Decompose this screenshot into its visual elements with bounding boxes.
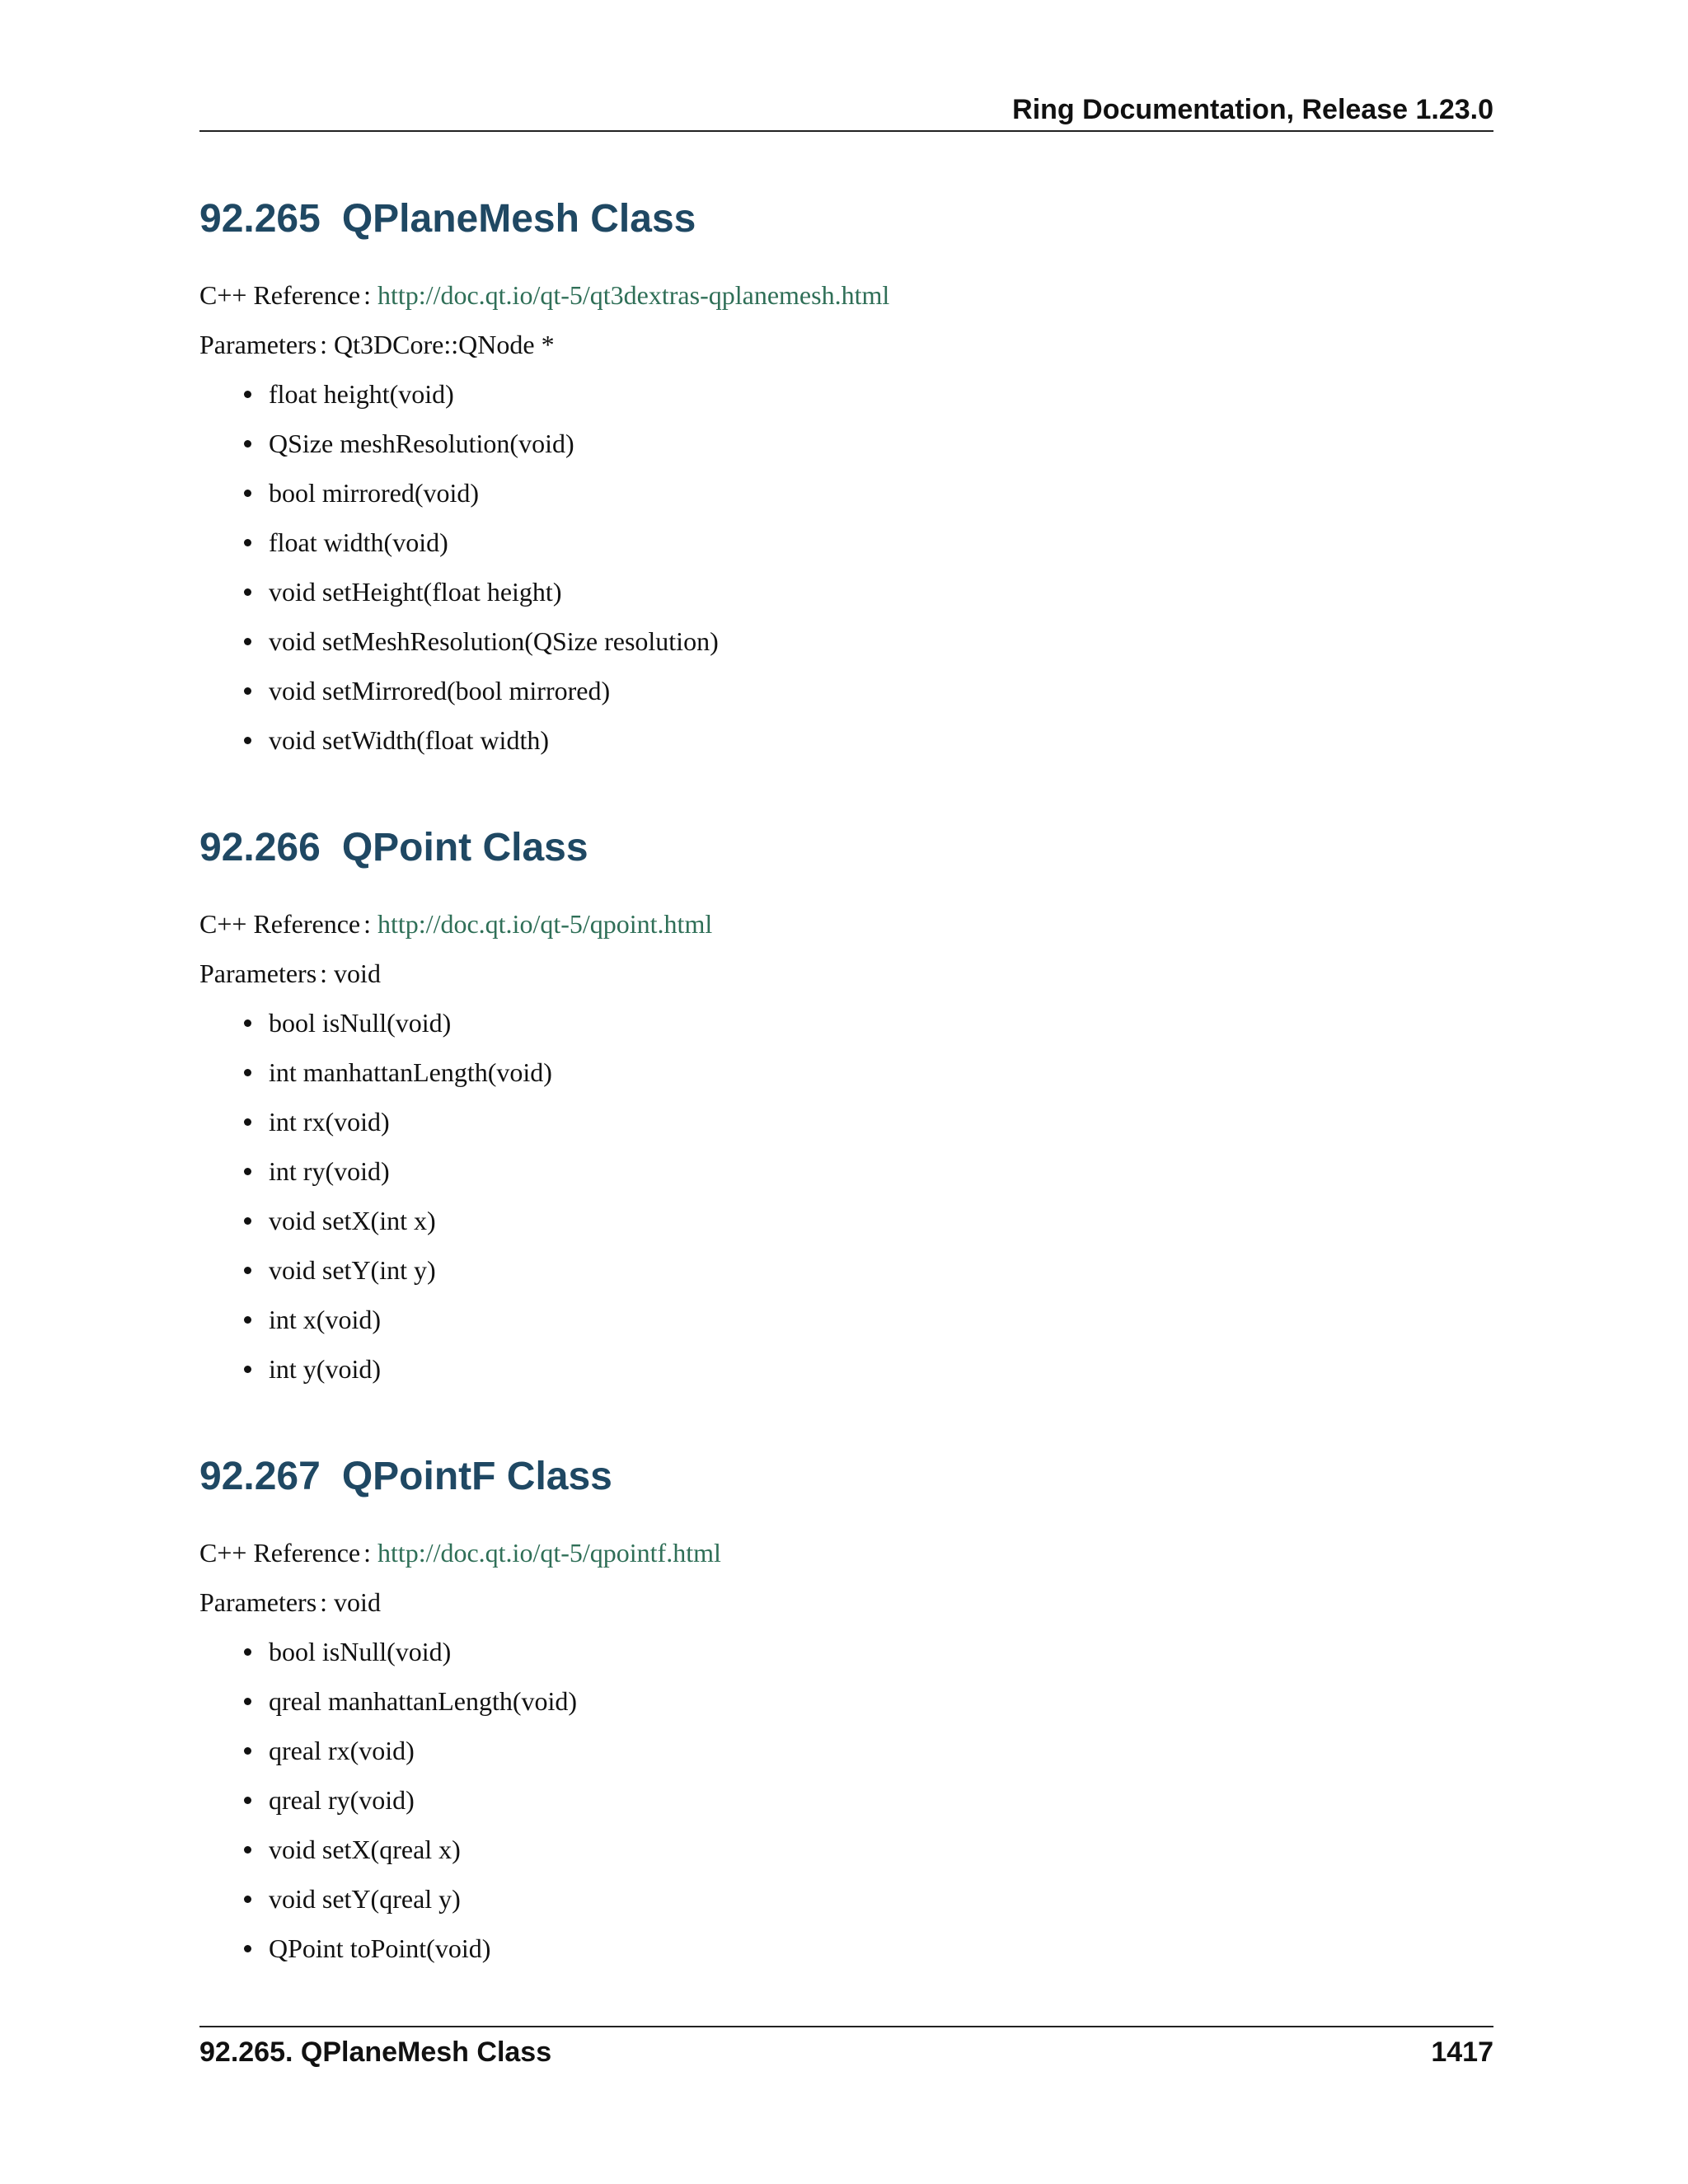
section-qpoint bbox=[199, 823, 1493, 1402]
running-footer bbox=[199, 2026, 1493, 2070]
method-item: int rx(void) bbox=[242, 1105, 1493, 1138]
parameters-line: Parameters : void bbox=[199, 958, 381, 988]
method-item: QSize meshResolution(void) bbox=[242, 427, 1493, 460]
method-item: bool isNull(void) bbox=[242, 1635, 1493, 1668]
document-page bbox=[199, 0, 1493, 2184]
method-list bbox=[199, 1635, 1493, 1965]
cpp-reference-label: C++ Reference bbox=[199, 280, 361, 310]
parameters-value: void bbox=[334, 958, 381, 988]
method-item: bool mirrored(void) bbox=[242, 476, 1493, 509]
cpp-reference-link[interactable]: http://doc.qt.io/qt-5/qt3dextras-qplanemesh.html bbox=[377, 280, 890, 310]
method-item: QPoint toPoint(void) bbox=[242, 1932, 1493, 1965]
section-heading bbox=[199, 1452, 1493, 1502]
section-heading bbox=[199, 194, 1493, 244]
method-item: void setHeight(float height) bbox=[242, 575, 1493, 608]
section-title: QPlaneMesh Class bbox=[341, 197, 696, 241]
parameters-label: Parameters bbox=[199, 958, 317, 988]
method-item: int y(void) bbox=[242, 1352, 1493, 1385]
footer-section-title: 92.265. QPlaneMesh Class bbox=[199, 2036, 552, 2068]
section-title: QPointF Class bbox=[341, 1455, 612, 1498]
running-header: Ring Documentation, Release 1.23.0 bbox=[199, 89, 1493, 132]
section-qpointf bbox=[199, 1452, 1493, 1981]
method-item: void setY(int y) bbox=[242, 1254, 1493, 1286]
method-item: bool isNull(void) bbox=[242, 1006, 1493, 1039]
method-item: int ry(void) bbox=[242, 1155, 1493, 1188]
section-title: QPoint Class bbox=[341, 826, 588, 869]
method-item: void setMirrored(bool mirrored) bbox=[242, 674, 1493, 707]
section-qplanemesh bbox=[199, 194, 1493, 773]
cpp-reference-line: C++ Reference : http://doc.qt.io/qt-5/qt3dextras-qplanemesh.html bbox=[199, 280, 890, 310]
section-number: 92.265 bbox=[199, 197, 321, 241]
parameters-value: Qt3DCore::QNode * bbox=[334, 330, 555, 359]
cpp-reference-line: C++ Reference : http://doc.qt.io/qt-5/qpointf.html bbox=[199, 1538, 721, 1568]
method-item: void setY(qreal y) bbox=[242, 1882, 1493, 1915]
method-item: qreal rx(void) bbox=[242, 1734, 1493, 1767]
method-item: int x(void) bbox=[242, 1303, 1493, 1336]
method-item: float width(void) bbox=[242, 526, 1493, 559]
section-heading bbox=[199, 823, 1493, 873]
parameters-line: Parameters : void bbox=[199, 1587, 381, 1617]
method-item: int manhattanLength(void) bbox=[242, 1056, 1493, 1089]
parameters-label: Parameters bbox=[199, 1587, 317, 1617]
method-item: void setX(qreal x) bbox=[242, 1833, 1493, 1866]
method-item: void setMeshResolution(QSize resolution) bbox=[242, 625, 1493, 658]
cpp-reference-link[interactable]: http://doc.qt.io/qt-5/qpoint.html bbox=[377, 909, 713, 939]
parameters-line: Parameters : Qt3DCore::QNode * bbox=[199, 330, 555, 359]
method-list bbox=[199, 377, 1493, 757]
cpp-reference-label: C++ Reference bbox=[199, 909, 361, 939]
page-number: 1417 bbox=[1431, 2036, 1493, 2068]
method-item: void setX(int x) bbox=[242, 1204, 1493, 1237]
cpp-reference-link[interactable]: http://doc.qt.io/qt-5/qpointf.html bbox=[377, 1538, 721, 1568]
cpp-reference-line: C++ Reference : http://doc.qt.io/qt-5/qpoint.html bbox=[199, 909, 713, 939]
method-item: void setWidth(float width) bbox=[242, 724, 1493, 757]
method-item: qreal ry(void) bbox=[242, 1783, 1493, 1816]
method-list bbox=[199, 1006, 1493, 1385]
method-item: qreal manhattanLength(void) bbox=[242, 1685, 1493, 1718]
section-number: 92.267 bbox=[199, 1455, 321, 1498]
parameters-label: Parameters bbox=[199, 330, 317, 359]
section-number: 92.266 bbox=[199, 826, 321, 869]
cpp-reference-label: C++ Reference bbox=[199, 1538, 361, 1568]
method-item: float height(void) bbox=[242, 377, 1493, 410]
parameters-value: void bbox=[334, 1587, 381, 1617]
